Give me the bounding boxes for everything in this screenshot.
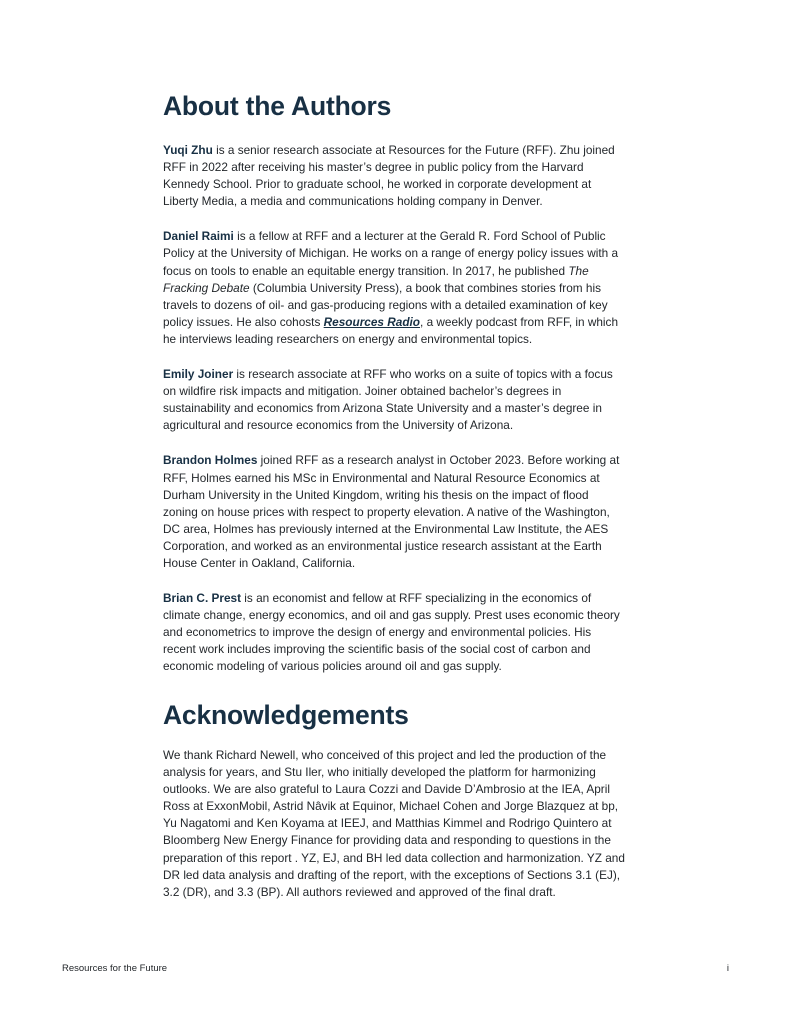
author-bio-text: joined RFF as a research analyst in October 2023. Before working at RFF, Holmes earned his MSc in Environmental and Natural Resource Economics at Durham University in the United Kingdom, writing his thesis on the impact of flood zoning on house prices with respect to property elevation. A native of the Washington, DC area, Holmes has previously interned at the Environmental Law Institute, the AES Corporation, and worked as an environmental justice research assistant at the Earth House Center in Oakland, California. bbox=[163, 453, 620, 570]
page-number: i bbox=[726, 963, 729, 974]
author-name: Emily Joiner bbox=[163, 367, 234, 382]
author-bio-text: is a fellow at RFF and a lecturer at the Gerald R. Ford School of Public Policy at the University of Michigan. He works on a range of energy policy issues with a focus on tools to enable an equitable energy transition. In 2017, he published bbox=[163, 229, 619, 278]
author-bio-holmes bbox=[163, 452, 625, 572]
author-bio-prest bbox=[163, 590, 625, 675]
author-name: Brian C. Prest bbox=[163, 591, 242, 606]
about-authors-section bbox=[163, 88, 625, 694]
resources-radio-link[interactable]: Resources Radio bbox=[323, 314, 421, 329]
author-bio-joiner bbox=[163, 366, 625, 434]
acknowledgements-text: We thank Richard Newell, who conceived of this project and led the production of the analysis for years, and Stu Iler, who initially developed the platform for harmonizing outlooks. We are also grateful to Laura Cozzi and Davide D’Ambrosio at the IEA, April Ross at ExxonMobil, Astrid Nâvik at Equinor, Michael Cohen and Jorge Blazquez at bp, Yu Nagatomi and Ken Koyama at IEEJ, and Matthias Kimmel and Rodrigo Quintero at Bloomberg New Energy Finance for providing data and responding to questions in the preparation of this report . YZ, EJ, and BH led data collection and harmonization. YZ and DR led data analysis and drafting of the report, with the exceptions of Sections 3.1 (EJ), 3.2 (DR), and 3.3 (BP). All authors reviewed and approved of the final draft. bbox=[163, 748, 625, 899]
about-authors-heading: About the Authors bbox=[163, 91, 392, 121]
book-title: The Fracking Debate bbox=[163, 263, 589, 295]
author-bio-text: is a senior research associate at Resources for the Future (RFF). Zhu joined RFF in 2022 after receiving his master’s degree in public policy from the Harvard Kennedy School. Prior to graduate school, he worked in corporate development at Liberty Media, a media and communications holding company in Denver. bbox=[163, 143, 615, 209]
author-name: Brandon Holmes bbox=[163, 453, 258, 468]
author-bio-zhu bbox=[163, 142, 625, 210]
author-bio-text: is research associate at RFF who works on a suite of topics with a focus on wildfire risk impacts and mitigation. Joiner obtained bachelor’s degrees in sustainability and economics from Arizona State University and a master’s degree in agricultural and resource economics from the University of Arizona. bbox=[163, 367, 613, 433]
author-bio-text: (Columbia University Press), a book that combines stories from his travels to dozens of oil- and gas-producing regions with a detailed examination of key policy issues. He also cohosts bbox=[163, 280, 608, 329]
acknowledgements-heading: Acknowledgements bbox=[163, 700, 409, 730]
author-bio-text: , a weekly podcast from RFF, in which he interviews leading researchers on energy and environmental topics. bbox=[163, 314, 619, 346]
author-name: Daniel Raimi bbox=[163, 229, 234, 244]
footer-org-name: Resources for the Future bbox=[62, 963, 168, 974]
author-name: Yuqi Zhu bbox=[163, 143, 213, 157]
author-bio-text: is an economist and fellow at RFF specializing in the economics of climate change, energy economics, and oil and gas supply. Prest uses economic theory and econometrics to improve the design of energy and environmental policies. His recent work includes improving the scientific basis of the social cost of carbon and economic modeling of various policies around oil and gas supply. bbox=[163, 591, 620, 674]
author-bio-raimi bbox=[163, 228, 625, 348]
